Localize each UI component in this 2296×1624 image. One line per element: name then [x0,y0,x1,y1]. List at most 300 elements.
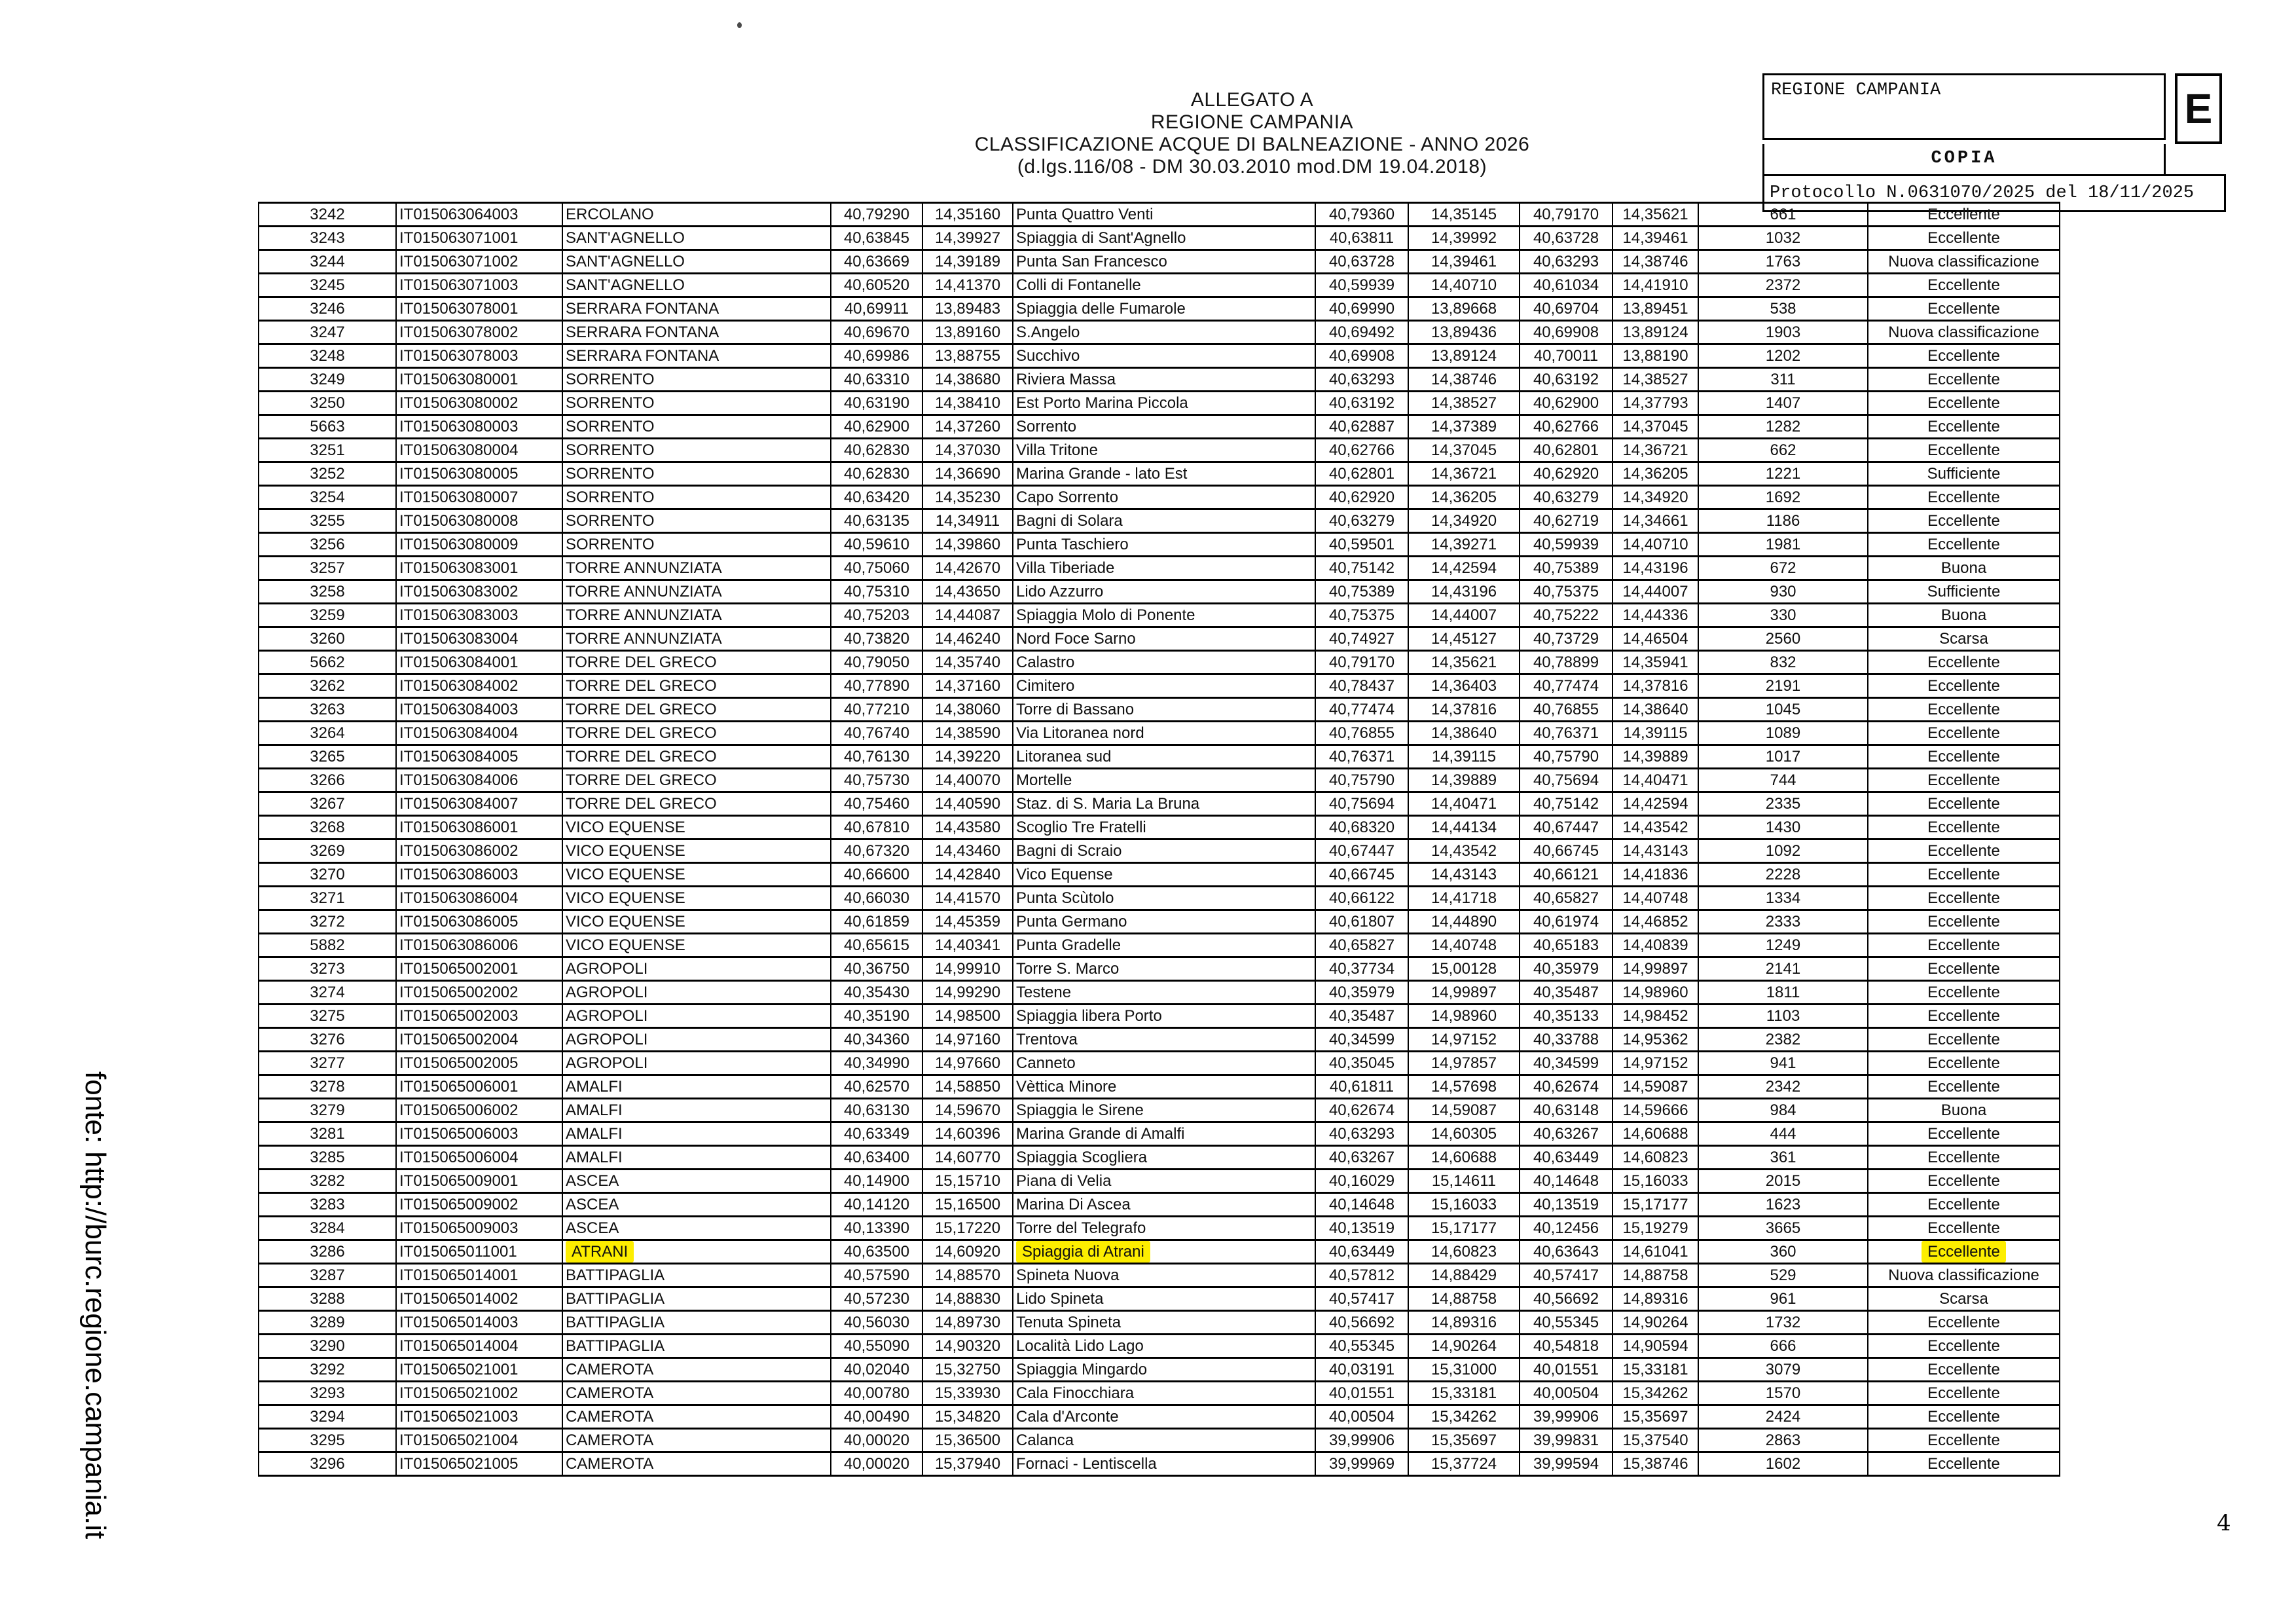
cell-municipality: CAMEROTA [562,1452,831,1476]
cell-classification: Buona [1868,604,2060,627]
cell-longitude: 14,43580 [922,816,1013,840]
cell-beach-name: Cala Finocchiara [1013,1382,1315,1405]
cell-start-latitude: 40,34599 [1315,1028,1408,1052]
cell-start-longitude: 15,31000 [1408,1358,1520,1382]
cell-municipality: SORRENTO [562,462,831,486]
cell-beach-name: Torre del Telegrafo [1013,1217,1315,1240]
table-row [259,1382,2060,1405]
cell-start-longitude: 14,40471 [1408,792,1520,816]
cell-row-id: 3265 [259,745,396,769]
cell-latitude: 40,69986 [831,344,922,368]
header-law-reference: (d.lgs.116/08 - DM 30.03.2010 mod.DM 19.04.2018) [1017,156,1487,177]
cell-row-id: 3279 [259,1099,396,1122]
cell-start-latitude: 40,57812 [1315,1264,1408,1287]
cell-row-id: 3254 [259,486,396,509]
cell-end-longitude: 13,89124 [1613,321,1698,344]
cell-start-latitude: 40,67447 [1315,840,1408,863]
cell-end-longitude: 15,35697 [1613,1405,1698,1429]
cell-end-latitude: 40,61974 [1520,910,1613,934]
cell-end-latitude: 40,63728 [1520,227,1613,250]
cell-classification: Eccellente [1868,910,2060,934]
cell-row-id: 3251 [259,439,396,462]
cell-start-latitude: 40,76855 [1315,722,1408,745]
cell-end-longitude: 15,19279 [1613,1217,1698,1240]
cell-municipality: ASCEA [562,1193,831,1217]
cell-municipality: VICO EQUENSE [562,910,831,934]
cell-code: IT015063084004 [396,722,562,745]
cell-beach-name: Torre di Bassano [1013,698,1315,722]
cell-longitude: 14,39220 [922,745,1013,769]
cell-start-longitude: 14,97152 [1408,1028,1520,1052]
cell-code: IT015065009002 [396,1193,562,1217]
cell-start-longitude: 15,00128 [1408,957,1520,981]
cell-municipality: AGROPOLI [562,981,831,1005]
cell-latitude: 40,79050 [831,651,922,674]
cell-beach-name: Piana di Velia [1013,1170,1315,1193]
cell-municipality: SORRENTO [562,486,831,509]
cell-longitude: 14,97160 [922,1028,1013,1052]
cell-end-longitude: 14,99897 [1613,957,1698,981]
cell-longitude: 14,38590 [922,722,1013,745]
cell-start-latitude: 40,00504 [1315,1405,1408,1429]
table-row [259,227,2060,250]
table-row [259,957,2060,981]
cell-end-longitude: 14,59666 [1613,1099,1698,1122]
cell-end-longitude: 14,36205 [1613,462,1698,486]
cell-start-latitude: 40,63267 [1315,1146,1408,1170]
header-regione: REGIONE CAMPANIA [1150,111,1354,133]
cell-length-m: 1334 [1698,887,1868,910]
cell-longitude: 14,89730 [922,1311,1013,1335]
cell-end-latitude: 40,56692 [1520,1287,1613,1311]
cell-classification: Eccellente [1868,816,2060,840]
cell-row-id: 3242 [259,203,396,227]
table-row [259,1005,2060,1028]
cell-code: IT015063071001 [396,227,562,250]
cell-municipality: SORRENTO [562,415,831,439]
cell-classification: Eccellente [1868,698,2060,722]
cell-municipality: TORRE DEL GRECO [562,722,831,745]
cell-length-m: 1221 [1698,462,1868,486]
cell-classification: Eccellente [1868,981,2060,1005]
cell-start-longitude: 14,45127 [1408,627,1520,651]
cell-start-longitude: 14,90264 [1408,1335,1520,1358]
cell-code: IT015065021005 [396,1452,562,1476]
cell-end-latitude: 40,35133 [1520,1005,1613,1028]
beach-table-body [259,203,2060,1476]
table-row [259,1052,2060,1075]
table-row [259,981,2060,1005]
cell-row-id: 3295 [259,1429,396,1452]
table-row [259,1193,2060,1217]
cell-end-latitude: 40,76855 [1520,698,1613,722]
cell-length-m: 330 [1698,604,1868,627]
cell-length-m: 1732 [1698,1311,1868,1335]
cell-municipality: SORRENTO [562,509,831,533]
cell-end-latitude: 40,62920 [1520,462,1613,486]
cell-classification: Eccellente [1868,227,2060,250]
table-row [259,627,2060,651]
cell-longitude: 14,44087 [922,604,1013,627]
source-note: fonte: http://burc.regione.campania.it [79,1071,111,1540]
cell-municipality: CAMEROTA [562,1405,831,1429]
cell-latitude: 40,69670 [831,321,922,344]
cell-classification: Eccellente [1868,651,2060,674]
cell-beach-name: Punta Quattro Venti [1013,203,1315,227]
cell-start-longitude: 14,60688 [1408,1146,1520,1170]
cell-length-m: 2342 [1698,1075,1868,1099]
cell-code: IT015063084007 [396,792,562,816]
cell-longitude: 14,60396 [922,1122,1013,1146]
table-row [259,863,2060,887]
cell-end-latitude: 40,62766 [1520,415,1613,439]
cell-end-longitude: 14,88758 [1613,1264,1698,1287]
cell-start-longitude: 14,59087 [1408,1099,1520,1122]
cell-start-longitude: 15,34262 [1408,1405,1520,1429]
cell-end-latitude: 40,00504 [1520,1382,1613,1405]
cell-latitude: 40,69911 [831,297,922,321]
cell-longitude: 13,88755 [922,344,1013,368]
cell-end-latitude: 40,35487 [1520,981,1613,1005]
cell-code: IT015065002005 [396,1052,562,1075]
cell-latitude: 40,63669 [831,250,922,274]
cell-beach-name: Lido Spineta [1013,1287,1315,1311]
cell-municipality: SERRARA FONTANA [562,344,831,368]
cell-row-id: 3268 [259,816,396,840]
cell-latitude: 40,62830 [831,462,922,486]
cell-length-m: 2228 [1698,863,1868,887]
cell-municipality: TORRE ANNUNZIATA [562,557,831,580]
cell-latitude: 40,57590 [831,1264,922,1287]
cell-end-longitude: 14,98452 [1613,1005,1698,1028]
cell-longitude: 14,88570 [922,1264,1013,1287]
stamp-protocol-number: Protocollo N.0631070/2025 del 18/11/2025 [1762,174,2226,212]
cell-start-latitude: 40,14648 [1315,1193,1408,1217]
cell-start-latitude: 40,59939 [1315,274,1408,297]
cell-longitude: 14,58850 [922,1075,1013,1099]
cell-beach-name [1013,1240,1315,1264]
cell-end-longitude: 13,88190 [1613,344,1698,368]
table-row [259,1099,2060,1122]
cell-beach-name: Spiaggia delle Fumarole [1013,297,1315,321]
cell-start-latitude: 40,61807 [1315,910,1408,934]
cell-classification: Eccellente [1868,1382,2060,1405]
cell-start-longitude: 14,37045 [1408,439,1520,462]
cell-row-id: 3247 [259,321,396,344]
cell-end-longitude: 14,98960 [1613,981,1698,1005]
cell-length-m: 1017 [1698,745,1868,769]
cell-length-m: 1407 [1698,392,1868,415]
cell-length-m: 2863 [1698,1429,1868,1452]
cell-row-id: 3248 [259,344,396,368]
cell-row-id: 5662 [259,651,396,674]
cell-row-id: 5882 [259,934,396,957]
cell-beach-name: Punta Germano [1013,910,1315,934]
cell-code: IT015063083004 [396,627,562,651]
cell-municipality: VICO EQUENSE [562,816,831,840]
cell-end-latitude: 40,75790 [1520,745,1613,769]
cell-end-latitude: 40,14648 [1520,1170,1613,1193]
cell-longitude: 14,35740 [922,651,1013,674]
table-row [259,415,2060,439]
cell-row-id: 3252 [259,462,396,486]
cell-start-longitude: 14,39115 [1408,745,1520,769]
cell-longitude: 14,45359 [922,910,1013,934]
cell-beach-name: Tenuta Spineta [1013,1311,1315,1335]
cell-classification: Eccellente [1868,415,2060,439]
highlighted-text: ATRANI [566,1241,634,1263]
cell-start-latitude: 40,62887 [1315,415,1408,439]
cell-end-longitude: 14,39461 [1613,227,1698,250]
cell-classification: Eccellente [1868,1075,2060,1099]
cell-longitude: 14,60770 [922,1146,1013,1170]
cell-municipality: SANT'AGNELLO [562,250,831,274]
cell-row-id: 3255 [259,509,396,533]
cell-municipality: BATTIPAGLIA [562,1335,831,1358]
cell-start-longitude: 14,89316 [1408,1311,1520,1335]
table-row [259,698,2060,722]
cell-start-latitude: 40,69492 [1315,321,1408,344]
cell-code: IT015063086001 [396,816,562,840]
cell-beach-name: Bagni di Solara [1013,509,1315,533]
cell-beach-name: Riviera Massa [1013,368,1315,392]
cell-end-longitude: 14,43196 [1613,557,1698,580]
cell-longitude: 14,99910 [922,957,1013,981]
cell-code: IT015063080001 [396,368,562,392]
cell-code: IT015063084006 [396,769,562,792]
cell-code: IT015063083001 [396,557,562,580]
cell-start-longitude: 14,40748 [1408,934,1520,957]
cell-end-longitude: 15,17177 [1613,1193,1698,1217]
cell-row-id: 3266 [259,769,396,792]
cell-beach-name: Villa Tritone [1013,439,1315,462]
cell-municipality: VICO EQUENSE [562,934,831,957]
cell-classification: Eccellente [1868,1052,2060,1075]
cell-length-m: 1430 [1698,816,1868,840]
cell-end-longitude: 14,46504 [1613,627,1698,651]
table-row [259,1170,2060,1193]
cell-row-id: 3284 [259,1217,396,1240]
table-row [259,533,2060,557]
cell-end-latitude: 40,65827 [1520,887,1613,910]
cell-beach-name: Colli di Fontanelle [1013,274,1315,297]
table-row [259,1217,2060,1240]
cell-beach-name: Vèttica Minore [1013,1075,1315,1099]
cell-end-latitude: 40,69704 [1520,297,1613,321]
cell-beach-name: Calanca [1013,1429,1315,1452]
cell-length-m: 2191 [1698,674,1868,698]
cell-start-latitude: 40,75375 [1315,604,1408,627]
cell-beach-name: Cala d'Arconte [1013,1405,1315,1429]
cell-end-latitude: 40,73729 [1520,627,1613,651]
cell-start-latitude: 40,76371 [1315,745,1408,769]
cell-code: IT015063084005 [396,745,562,769]
cell-end-longitude: 14,40748 [1613,887,1698,910]
cell-municipality: AGROPOLI [562,957,831,981]
cell-classification: Eccellente [1868,792,2060,816]
cell-latitude: 40,67810 [831,816,922,840]
cell-classification: Eccellente [1868,1429,2060,1452]
cell-start-latitude: 40,55345 [1315,1335,1408,1358]
cell-end-longitude: 14,37793 [1613,392,1698,415]
cell-row-id: 3244 [259,250,396,274]
cell-end-latitude: 40,61034 [1520,274,1613,297]
cell-length-m: 2335 [1698,792,1868,816]
cell-beach-name: Punta Gradelle [1013,934,1315,957]
scan-artifact-dot [737,22,742,28]
table-row [259,1287,2060,1311]
cell-length-m: 1981 [1698,533,1868,557]
cell-longitude: 14,40341 [922,934,1013,957]
cell-latitude: 40,63400 [831,1146,922,1170]
table-row [259,1028,2060,1052]
cell-row-id: 3296 [259,1452,396,1476]
cell-row-id: 3243 [259,227,396,250]
stamp-top-row [1762,73,2226,144]
cell-code: IT015065006003 [396,1122,562,1146]
cell-start-longitude: 14,40710 [1408,274,1520,297]
cell-end-longitude: 14,44336 [1613,604,1698,627]
cell-classification: Eccellente [1868,533,2060,557]
cell-length-m: 2424 [1698,1405,1868,1429]
cell-start-longitude: 15,37724 [1408,1452,1520,1476]
cell-end-longitude: 14,90594 [1613,1335,1698,1358]
cell-beach-name: Scoglio Tre Fratelli [1013,816,1315,840]
cell-start-latitude: 40,77474 [1315,698,1408,722]
cell-classification: Scarsa [1868,1287,2060,1311]
cell-start-longitude: 15,14611 [1408,1170,1520,1193]
cell-start-latitude: 40,79170 [1315,651,1408,674]
cell-code: IT015065014002 [396,1287,562,1311]
cell-start-longitude: 14,57698 [1408,1075,1520,1099]
cell-longitude: 14,40590 [922,792,1013,816]
table-row [259,840,2060,863]
cell-latitude: 40,00020 [831,1452,922,1476]
cell-beach-name: Staz. di S. Maria La Bruna [1013,792,1315,816]
cell-longitude: 14,34911 [922,509,1013,533]
cell-classification: Nuova classificazione [1868,250,2060,274]
cell-row-id: 3289 [259,1311,396,1335]
cell-length-m: 2382 [1698,1028,1868,1052]
cell-end-latitude: 40,76371 [1520,722,1613,745]
cell-latitude: 40,75203 [831,604,922,627]
cell-classification: Eccellente [1868,1335,2060,1358]
cell-end-longitude: 14,38640 [1613,698,1698,722]
cell-beach-name: Via Litoranea nord [1013,722,1315,745]
cell-classification: Buona [1868,557,2060,580]
cell-length-m: 1623 [1698,1193,1868,1217]
cell-beach-name: Fornaci - Lentiscella [1013,1452,1315,1476]
cell-start-latitude: 40,79360 [1315,203,1408,227]
cell-end-longitude: 14,59087 [1613,1075,1698,1099]
cell-longitude: 14,39189 [922,250,1013,274]
table-row [259,1264,2060,1287]
cell-end-latitude: 40,59939 [1520,533,1613,557]
cell-row-id: 3277 [259,1052,396,1075]
cell-length-m: 2015 [1698,1170,1868,1193]
cell-municipality: BATTIPAGLIA [562,1287,831,1311]
table-row [259,321,2060,344]
cell-beach-name: Vico Equense [1013,863,1315,887]
cell-start-latitude: 40,66122 [1315,887,1408,910]
table-row [259,1452,2060,1476]
cell-length-m: 1602 [1698,1452,1868,1476]
cell-start-longitude: 14,44890 [1408,910,1520,934]
table-row [259,1405,2060,1429]
highlighted-text: Spiaggia di Atrani [1016,1241,1150,1263]
cell-end-longitude: 14,40471 [1613,769,1698,792]
cell-beach-name: Nord Foce Sarno [1013,627,1315,651]
cell-latitude: 40,63135 [831,509,922,533]
cell-classification: Eccellente [1868,509,2060,533]
cell-municipality: AGROPOLI [562,1028,831,1052]
cell-latitude: 40,14900 [831,1170,922,1193]
table-row [259,910,2060,934]
cell-classification: Eccellente [1868,840,2060,863]
cell-longitude: 14,98500 [922,1005,1013,1028]
cell-beach-name: Punta Taschiero [1013,533,1315,557]
cell-end-latitude: 40,54818 [1520,1335,1613,1358]
cell-start-longitude: 15,16033 [1408,1193,1520,1217]
cell-row-id: 3276 [259,1028,396,1052]
cell-code: IT015065014001 [396,1264,562,1287]
cell-end-latitude: 40,75375 [1520,580,1613,604]
cell-length-m: 1032 [1698,227,1868,250]
cell-row-id: 3287 [259,1264,396,1287]
cell-start-longitude: 14,98960 [1408,1005,1520,1028]
cell-code: IT015063084003 [396,698,562,722]
cell-end-latitude: 40,33788 [1520,1028,1613,1052]
cell-longitude: 14,35230 [922,486,1013,509]
cell-row-id: 3256 [259,533,396,557]
cell-start-longitude: 14,60305 [1408,1122,1520,1146]
cell-classification: Nuova classificazione [1868,1264,2060,1287]
cell-longitude: 15,36500 [922,1429,1013,1452]
cell-longitude: 14,99290 [922,981,1013,1005]
cell-start-longitude: 14,43143 [1408,863,1520,887]
cell-latitude: 40,56030 [831,1311,922,1335]
cell-latitude: 40,14120 [831,1193,922,1217]
cell-row-id: 3273 [259,957,396,981]
table-row [259,816,2060,840]
cell-beach-name: Spiaggia libera Porto [1013,1005,1315,1028]
cell-end-latitude: 40,13519 [1520,1193,1613,1217]
cell-row-id: 3267 [259,792,396,816]
cell-latitude: 40,35430 [831,981,922,1005]
cell-classification: Scarsa [1868,627,2060,651]
cell-municipality: AMALFI [562,1122,831,1146]
cell-code: IT015063080004 [396,439,562,462]
cell-start-latitude: 40,75389 [1315,580,1408,604]
cell-municipality: SERRARA FONTANA [562,297,831,321]
cell-latitude: 40,77890 [831,674,922,698]
cell-row-id: 3282 [259,1170,396,1193]
cell-start-longitude: 14,44134 [1408,816,1520,840]
cell-length-m: 2333 [1698,910,1868,934]
cell-start-latitude: 39,99969 [1315,1452,1408,1476]
cell-municipality: AMALFI [562,1146,831,1170]
cell-end-latitude: 40,57417 [1520,1264,1613,1287]
cell-start-latitude: 40,63811 [1315,227,1408,250]
cell-beach-name: Spiaggia Mingardo [1013,1358,1315,1382]
cell-end-longitude: 14,43143 [1613,840,1698,863]
cell-start-latitude: 40,68320 [1315,816,1408,840]
cell-row-id: 3292 [259,1358,396,1382]
cell-length-m: 930 [1698,580,1868,604]
cell-start-longitude: 14,88429 [1408,1264,1520,1287]
cell-end-latitude: 40,63192 [1520,368,1613,392]
cell-latitude: 40,66600 [831,863,922,887]
